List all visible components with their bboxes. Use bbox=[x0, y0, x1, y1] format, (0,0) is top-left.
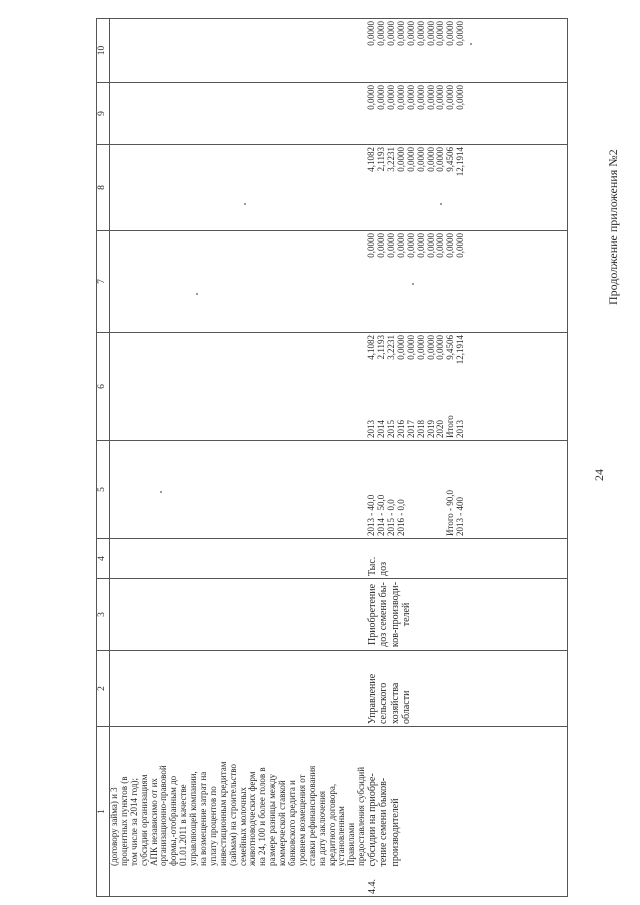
table-row-4-4 bbox=[367, 19, 568, 897]
row-executor: Управление сельского хозяйства области bbox=[367, 651, 568, 727]
row-name: субсидии на приобре- тение семени быков- производителей bbox=[367, 727, 568, 869]
header-col-8: 8 bbox=[97, 145, 110, 231]
header-col-2: 2 bbox=[97, 651, 110, 727]
scan-speck bbox=[470, 43, 472, 45]
header-col-9: 9 bbox=[97, 83, 110, 145]
row-col-8: 4,1082 2,1193 3,2231 0,0000 0,0000 0,0000 0,0000 0,0000 9,4506 12,1914 bbox=[367, 145, 568, 231]
header-row bbox=[97, 19, 110, 897]
header-col-10: 10 bbox=[97, 19, 110, 83]
scan-speck bbox=[196, 293, 198, 295]
page-number: 24 bbox=[592, 469, 606, 481]
continuation-title: Продолжение приложения №2 bbox=[606, 149, 620, 305]
header-col-5: 5 bbox=[97, 441, 110, 539]
col-6-values: 4,1082 2,1193 3,2231 0,0000 0,0000 0,0000 0,0000 0,0000 9,4506 12,1914 bbox=[366, 335, 466, 365]
program-table bbox=[96, 18, 568, 897]
continued-description: (договору займа) и 3 процентных пунктов (в том числе за 2014 год); субсидии организациям АПК независимо от их организационно-правовой формы,-отобранным до 01.01.2011 в качестве управляющей компании, на возмещение затрат на уплату процентов по инвестиционным кредитам (займам) на строительство семейных молочных животноводческих ферм на 24, 100 и более голов в размере разницы между коммерческой ставкой банковского кредита и уровнем возмещения от ставки рефинансирования на дату заключения кредитного договора, установленным Правилами предоставления субсидий bbox=[110, 727, 368, 897]
row-col-7: 0,0000 0,0000 0,0000 0,0000 0,0000 0,0000 0,0000 0,0000 0,0000 0,0000 bbox=[367, 231, 568, 333]
table-row-continuation bbox=[110, 19, 368, 897]
row-col-10: 0,0000 0,0000 0,0000 0,0000 0,0000 0,0000 0,0000 0,0000 0,0000 0,0000 bbox=[367, 19, 568, 83]
header-col-7: 7 bbox=[97, 231, 110, 333]
scan-speck bbox=[160, 491, 162, 493]
header-col-6: 6 bbox=[97, 333, 110, 441]
header-col-3: 3 bbox=[97, 579, 110, 651]
row-col-9: 0,0000 0,0000 0,0000 0,0000 0,0000 0,0000 0,0000 0,0000 0,0000 0,0000 bbox=[367, 83, 568, 145]
header-col-1: 1 bbox=[97, 727, 110, 897]
row-indicator: Приобретение доз семени бы- ков-производи- телей bbox=[367, 579, 568, 651]
row-col-6 bbox=[367, 333, 568, 441]
row-unit: Тыс. доз bbox=[367, 539, 568, 579]
header-col-4: 4 bbox=[97, 539, 110, 579]
scan-speck bbox=[244, 203, 246, 205]
scan-speck bbox=[440, 203, 442, 205]
scan-speck bbox=[412, 283, 414, 285]
row-plan: 2013 - 40,0 2014 - 50,0 2015 - 0,0 2016 - 0,0 Итого - 90,0 2013 - 400 bbox=[367, 441, 568, 539]
year-list: 2013 2014 2015 2016 2017 2018 2019 2020 Итого 2013 bbox=[366, 415, 466, 438]
row-index: 4.4. bbox=[367, 869, 568, 897]
